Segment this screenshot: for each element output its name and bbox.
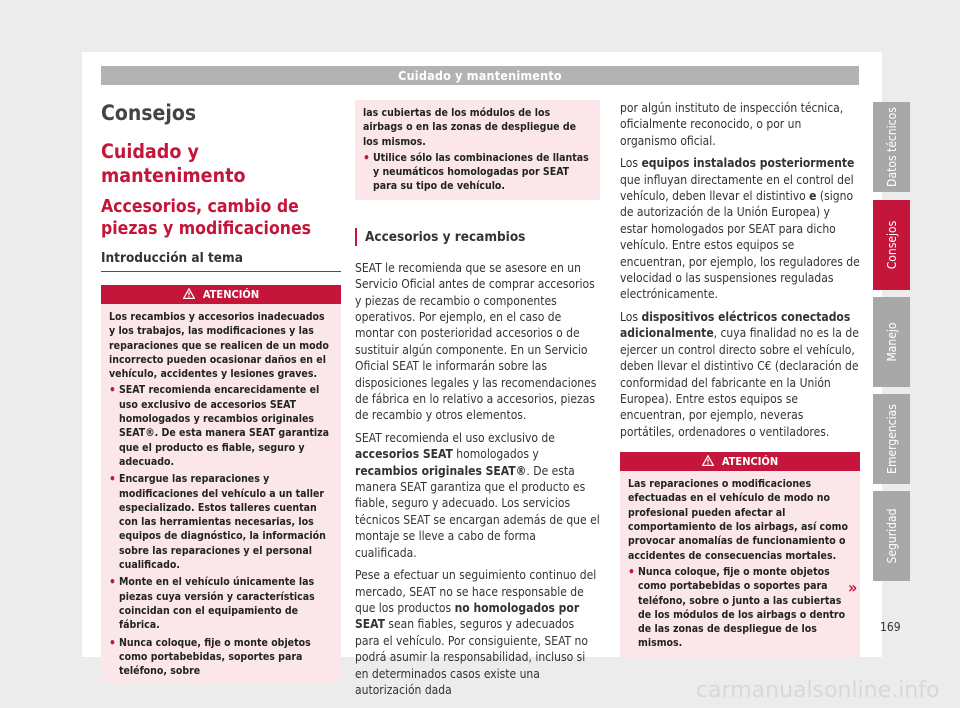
warning-bullet: • Encargue las reparaciones y modificaciones del vehículo a un taller especializado. Estos talleres cuentan con las herramientas necesarias, los equipos de diagnóstico, la información sobre las reparaciones y el personal cualificado. bbox=[109, 472, 333, 572]
body-text bbox=[620, 100, 860, 440]
warning-bullet: • Utilice sólo las combinaciones de llantas y neumáticos homologadas por SEAT para su tipo de vehículo. bbox=[363, 151, 592, 194]
warning-body bbox=[355, 100, 600, 200]
watermark: carmanualsonline.info bbox=[696, 678, 940, 703]
eu-mark-e: e bbox=[809, 189, 817, 204]
warning-triangle-icon bbox=[702, 453, 714, 472]
paragraph: SEAT recomienda el uso exclusivo de accesorios SEAT homologados y recambios originales SEAT®. De esta manera SEAT garantiza que el producto es fiable, seguro y adecuado. Los servicios técnicos SEAT se encargan además de que el montaje se lleve a cabo de forma cualificada. bbox=[355, 430, 600, 560]
warning-bullet: • Monte en el vehículo únicamente las piezas cuya versión y características coincidan con el equipamiento de fábrica. bbox=[109, 575, 333, 632]
section-title-accesorios: Accesorios y recambios bbox=[355, 228, 600, 246]
warning-box-continued bbox=[355, 100, 600, 200]
warning-text: Los recambios y accesorios inadecuados y los trabajos, las modificaciones y las reparaciones que se realicen de un modo incorrecto pueden ocasionar daños en el vehículo, accidentes y lesiones graves. bbox=[109, 311, 329, 381]
paragraph: Los dispositivos eléctricos conectados adicionalmente, cuya finalidad no es la de ejercer un control directo sobre el vehículo, deben llevar el distintivo C€ (declaración de conformidad del fabricante en la Unión Europea). Entre estos equipos se encuentran, por ejemplo, neveras portátiles, ordenadores o ventiladores. bbox=[620, 309, 859, 439]
paragraph: Los equipos instalados posteriormente que influyan directamente en el control del vehículo, deben llevar el distintivo e (signo de autorización de la Unión Europea) y estar homologados por SEAT para dicho vehículo. Entre estos equipos se encuentran, por ejemplo, los reguladores de velocidad o las suspensiones reguladas electrónicamente. bbox=[620, 156, 860, 302]
warning-bullet: • SEAT recomienda encarecidamente el uso exclusivo de accesorios SEAT homologados y recambios originales SEAT®. De esta manera SEAT garantiza que el producto es fiable, seguro y adecuado. bbox=[109, 383, 333, 469]
left-column bbox=[101, 100, 341, 684]
warning-list bbox=[628, 565, 852, 651]
warning-header bbox=[101, 285, 341, 304]
right-column bbox=[620, 100, 860, 657]
ce-mark: C€ bbox=[757, 359, 772, 374]
paragraph: Pese a efectuar un seguimiento continuo del mercado, SEAT no se hace responsable de que los productos no homologados por SEAT sean fiables, seguros y adecuados para el vehículo. Por consiguiente, SEAT no podrá asumir la responsabilidad, incluso si en determinados casos existe una autorización dada bbox=[355, 568, 597, 697]
paragraph: SEAT le recomienda que se asesore en un Servicio Oficial antes de comprar accesorios y piezas de recambio o componentes operativos. Por ejemplo, en el caso de montar con posterioridad accesorios o de sustituir algún componente. En un Servicio Oficial SEAT le informarán sobre las disposiciones legales y las recomendaciones de fábrica en lo relativo a accesorios, piezas de recambio y otros elementos. bbox=[355, 260, 597, 423]
warning-box-right bbox=[620, 452, 860, 657]
warning-title: ATENCIÓN bbox=[202, 288, 260, 301]
tab-manejo[interactable]: Manejo bbox=[873, 297, 910, 387]
warning-list bbox=[363, 151, 592, 194]
warning-text: las cubiertas de los módulos de los airbags o en las zonas de despliegue de los mismos. bbox=[363, 107, 577, 148]
tab-datos-tecnicos[interactable]: Datos técnicos bbox=[873, 102, 910, 192]
warning-bullet: • Nunca coloque, fije o monte objetos como portabebidas, soportes para teléfono, sobre bbox=[109, 636, 333, 679]
middle-column bbox=[355, 100, 600, 704]
heading-cuidado: Cuidado y mantenimento bbox=[101, 140, 246, 187]
warning-header bbox=[620, 452, 860, 471]
heading-introduccion: Introducción al tema bbox=[101, 250, 341, 272]
running-header: Cuidado y mantenimento bbox=[101, 66, 859, 85]
tab-emergencias[interactable]: Emergencias bbox=[873, 394, 910, 484]
page-number: 169 bbox=[880, 620, 901, 634]
warning-body bbox=[620, 471, 860, 657]
continue-arrow: » bbox=[848, 578, 858, 597]
warning-box-left bbox=[101, 285, 341, 684]
body-text bbox=[355, 260, 600, 699]
warning-bullet: • Nunca coloque, fije o monte objetos como portabebidas o soportes para teléfono, sobre o junto a las cubiertas de los módulos de los airbags o dentro de las zonas de despliegue de los mismos. bbox=[628, 565, 852, 651]
warning-title: ATENCIÓN bbox=[721, 455, 779, 469]
heading-consejos: Consejos bbox=[101, 101, 197, 125]
warning-triangle-icon bbox=[183, 286, 195, 305]
warning-body bbox=[101, 304, 341, 684]
tab-consejos[interactable]: Consejos bbox=[873, 200, 910, 290]
paragraph: por algún instituto de inspección técnica, oficialmente reconocido, o por un organismo oficial. bbox=[620, 101, 844, 148]
warning-list bbox=[109, 383, 333, 678]
warning-text: Las reparaciones o modificaciones efectuadas en el vehículo de modo no profesional pueden afectar al comportamiento de los airbags, así como provocar anomalías de funcionamiento o accidentes de consecuencias mortales. bbox=[628, 478, 848, 562]
heading-accesorios: Accesorios, cambio de piezas y modificaciones bbox=[101, 197, 312, 239]
tab-seguridad[interactable]: Seguridad bbox=[873, 491, 910, 581]
